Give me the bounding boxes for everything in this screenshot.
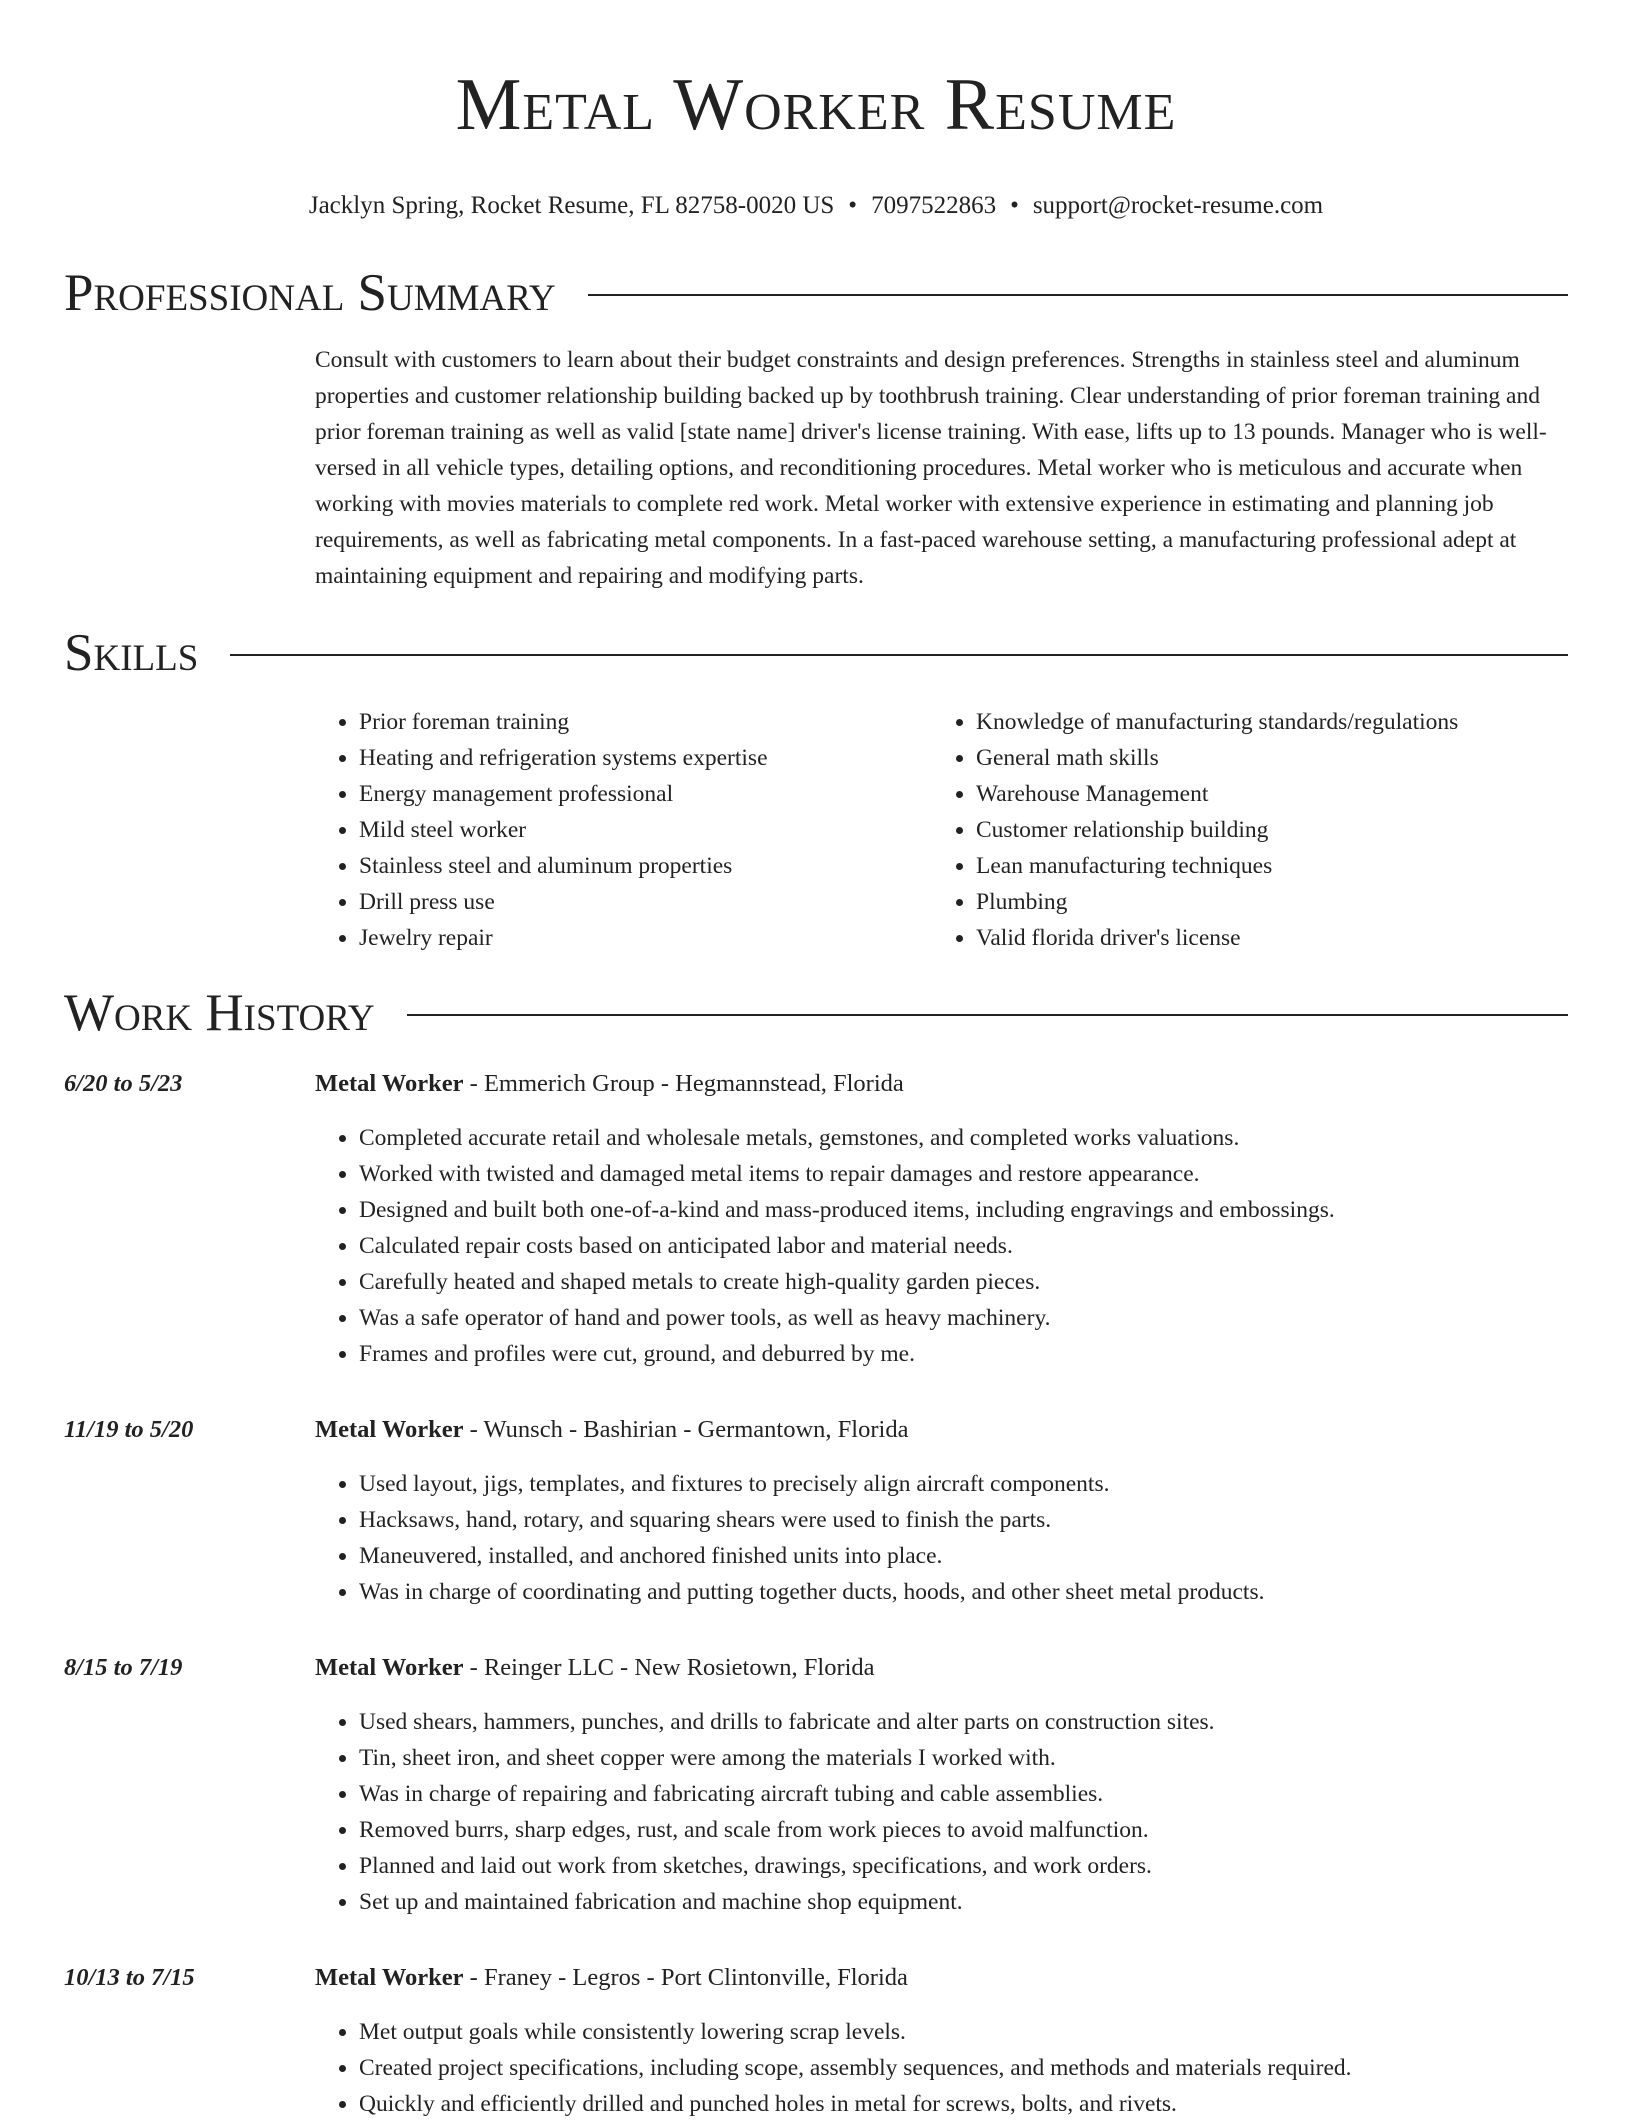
skill-item: • Prior foreman training [359,704,932,740]
section-divider [407,1014,1568,1016]
job-bullet: • Quickly and efficiently drilled and punched holes in metal for screws, bolts, and rivets. [359,2086,1568,2122]
contact-email: support@rocket-resume.com [1032,192,1324,219]
skill-item: • Jewelry repair [359,920,932,956]
summary-section-header [64,262,1568,324]
job-bullet: • Planned and laid out work from sketches, drawings, specifications, and work orders. [359,1848,1568,1884]
contact-line [64,190,1568,222]
skills-list [315,704,1568,956]
job-bullet: • Calculated repair costs based on anticipated labor and material needs. [359,1228,1568,1264]
job-employer: - Wunsch - Bashirian - Germantown, Florida [463,1416,909,1443]
job-bullet: • Met output goals while consistently lowering scrap levels. [359,2014,1568,2050]
job-dates: 10/13 to 7/15 [64,1964,195,1991]
job-title-line [315,1650,1568,1686]
job-bullet: • Was in charge of repairing and fabricating aircraft tubing and cable assemblies. [359,1776,1568,1812]
job-employer: - Reinger LLC - New Rosietown, Florida [463,1654,875,1681]
skill-item: • Drill press use [359,884,932,920]
job-title-line [315,1412,1568,1448]
skill-item: • Warehouse Management [976,776,1549,812]
skill-item: • Heating and refrigeration systems expertise [359,740,932,776]
job-role: Metal Worker [315,1416,464,1443]
job-role: Metal Worker [315,1964,464,1991]
job-bullet: • Was a safe operator of hand and power tools, as well as heavy machinery. [359,1300,1568,1336]
job-employer: - Emmerich Group - Hegmannstead, Florida [463,1070,904,1097]
job-body [315,1650,1568,1920]
job-body [315,1412,1568,1610]
job-bullet: • Completed accurate retail and wholesale metals, gemstones, and completed works valuations. [359,1120,1568,1156]
skills-heading: Skills [64,624,199,682]
job-bullets [315,1466,1568,1610]
skill-item: • General math skills [976,740,1549,776]
skill-item: • Plumbing [976,884,1549,920]
job-body [315,1960,1568,2122]
contact-separator: • [1010,192,1019,219]
job-role: Metal Worker [315,1654,464,1681]
job-bullet: • Created project specifications, including scope, assembly sequences, and methods and materials required. [359,2050,1568,2086]
job-entry [64,1412,1568,1610]
job-bullet: • Used shears, hammers, punches, and drills to fabricate and alter parts on construction sites. [359,1704,1568,1740]
skill-item: • Lean manufacturing techniques [976,848,1549,884]
work-section-header [64,982,1568,1044]
contact-separator: • [848,192,858,219]
job-bullets [315,2014,1568,2122]
job-bullet: • Used layout, jigs, templates, and fixtures to precisely align aircraft components. [359,1466,1568,1502]
job-title-line [315,1066,1568,1102]
job-body [315,1066,1568,1372]
skill-item: • Stainless steel and aluminum properties [359,848,932,884]
contact-phone: 7097522863 [871,192,997,219]
job-bullet: • Was in charge of coordinating and putting together ducts, hoods, and other sheet metal products. [359,1574,1568,1610]
job-dates: 6/20 to 5/23 [64,1070,183,1097]
job-entry [64,1960,1568,2122]
job-bullet: • Removed burrs, sharp edges, rust, and scale from work pieces to avoid malfunction. [359,1812,1568,1848]
work-history-list [64,1066,1568,2122]
job-dates: 11/19 to 5/20 [64,1416,194,1443]
job-dates: 8/15 to 7/19 [64,1654,183,1681]
job-bullet: • Set up and maintained fabrication and machine shop equipment. [359,1884,1568,1920]
job-bullet: • Tin, sheet iron, and sheet copper were among the materials I worked with. [359,1740,1568,1776]
job-title-line [315,1960,1568,1996]
skill-item: • Mild steel worker [359,812,932,848]
skill-item: • Customer relationship building [976,812,1549,848]
job-bullets [315,1120,1568,1372]
section-divider [230,654,1568,656]
job-bullet: • Frames and profiles were cut, ground, and deburred by me. [359,1336,1568,1372]
job-bullets [315,1704,1568,1920]
job-bullet: • Designed and built both one-of-a-kind and mass-produced items, including engravings and embossings. [359,1192,1568,1228]
job-bullet: • Hacksaws, hand, rotary, and squaring shears were used to finish the parts. [359,1502,1568,1538]
section-divider [588,294,1568,296]
job-bullet: • Maneuvered, installed, and anchored finished units into place. [359,1538,1568,1574]
resume-title: Metal Worker Resume [455,64,1177,146]
skill-item: • Knowledge of manufacturing standards/regulations [976,704,1549,740]
job-role: Metal Worker [315,1070,464,1097]
summary-heading: Professional Summary [64,264,556,322]
skills-column-left [315,704,932,956]
job-employer: - Franey - Legros - Port Clintonville, Florida [463,1964,908,1991]
job-bullet: • Worked with twisted and damaged metal items to repair damages and restore appearance. [359,1156,1568,1192]
skills-section-header [64,622,1568,684]
work-heading: Work History [64,984,375,1042]
job-entry [64,1650,1568,1920]
summary-text: Consult with customers to learn about their budget constraints and design preferences. Strengths in stainless steel and aluminum properties and customer relationship building backed up by toothbrush training. Clear understanding of prior foreman training and prior foreman training as well as valid [state name] driver's license training. With ease, lifts up to 13 pounds. Manager who is well-versed in all vehicle types, detailing options, and reconditioning procedures. Metal worker who is meticulous and accurate when working with movies materials to complete red work. Metal worker with extensive experience in estimating and planning job requirements, as well as fabricating metal components. In a fast-paced warehouse setting, a manufacturing professional adept at maintaining equipment and repairing and modifying parts. [315,347,1547,589]
job-bullet: • Carefully heated and shaped metals to create high-quality garden pieces. [359,1264,1568,1300]
contact-address: Jacklyn Spring, Rocket Resume, FL 82758-0020 US [308,192,835,219]
skills-column-right [932,704,1549,956]
skill-item: • Energy management professional [359,776,932,812]
job-entry [64,1066,1568,1372]
skill-item: • Valid florida driver's license [976,920,1549,956]
